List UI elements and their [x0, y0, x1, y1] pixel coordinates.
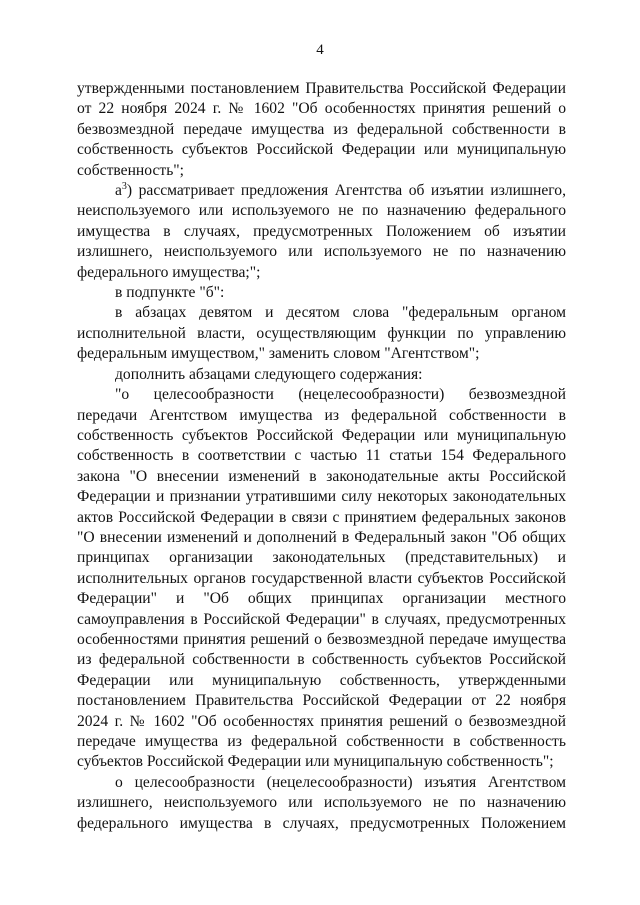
paragraph-item-a3: [77, 181, 566, 283]
item-letter: а: [115, 182, 122, 200]
paragraph-quoted-new-text: "о целесообразности (нецелесообразности) безвозмездной передачи Агентством имущества из федеральной собственности в собственность субъектов Российской Федерации или муниципальную собственность в соответствии с частью 11 статьи 154 Федерального закона "О внесении изменений в законодательные акты Российской Федерации и признании утратившими силу некоторых законодательных актов Российской Федерации в связи с принятием федеральных законов "О внесении изменений и дополнений в Федеральный закон "Об общих принципах организации законодательных (представительных) и исполнительных органов государственной власти субъектов Российской Федерации" и "Об общих принципах организации местного самоуправления в Российской Федерации" в случаях, предусмотренных особенностями принятия решений о безвозмездной передаче имущества из федеральной собственности в собственность субъектов Российской Федерации или муниципальную собственность, утвержденными постановлением Правительства Российской Федерации от 22 ноября 2024 г. № 1602 "Об особенностях принятия решений о безвозмездной передаче имущества из федеральной собственности в собственность субъектов Российской Федерации или муниципальную собственность";: [77, 386, 566, 771]
item-a3-text: ) рассматривает предложения Агентства об изъятии излишнего, неиспользуемого или используемого не по назначению федерального имущества в случаях, предусмотренных Положением об изъятии излишнего, неиспользуемого или используемого не по назначению федерального имущества;";: [77, 182, 566, 281]
paragraph-supplement: дополнить абзацами следующего содержания:: [115, 365, 423, 383]
item-superscript: 3: [121, 181, 127, 193]
paragraph-subpoint-b: в подпункте "б":: [115, 284, 225, 302]
document-body: [77, 79, 566, 834]
page-number: 4: [316, 42, 324, 58]
paragraph-seizure-expediency: о целесообразности (нецелесообразности) изъятия Агентством излишнего, неиспользуемого или используемого не по назначению федерального имущества в случаях, предусмотренных Положением: [77, 773, 566, 832]
paragraph-continuation: утвержденными постановлением Правительства Российской Федерации от 22 ноября 2024 г. № 1602 "Об особенностях принятия решений о безвозмездной передаче имущества из федеральной собственности в собственность субъектов Российской Федерации или муниципальную собственность";: [77, 80, 566, 179]
paragraph-replace-words: в абзацах девятом и десятом слова "федеральным органом исполнительной власти, осуществляющим функции по управлению федеральным имуществом," заменить словом "Агентством";: [77, 304, 566, 363]
